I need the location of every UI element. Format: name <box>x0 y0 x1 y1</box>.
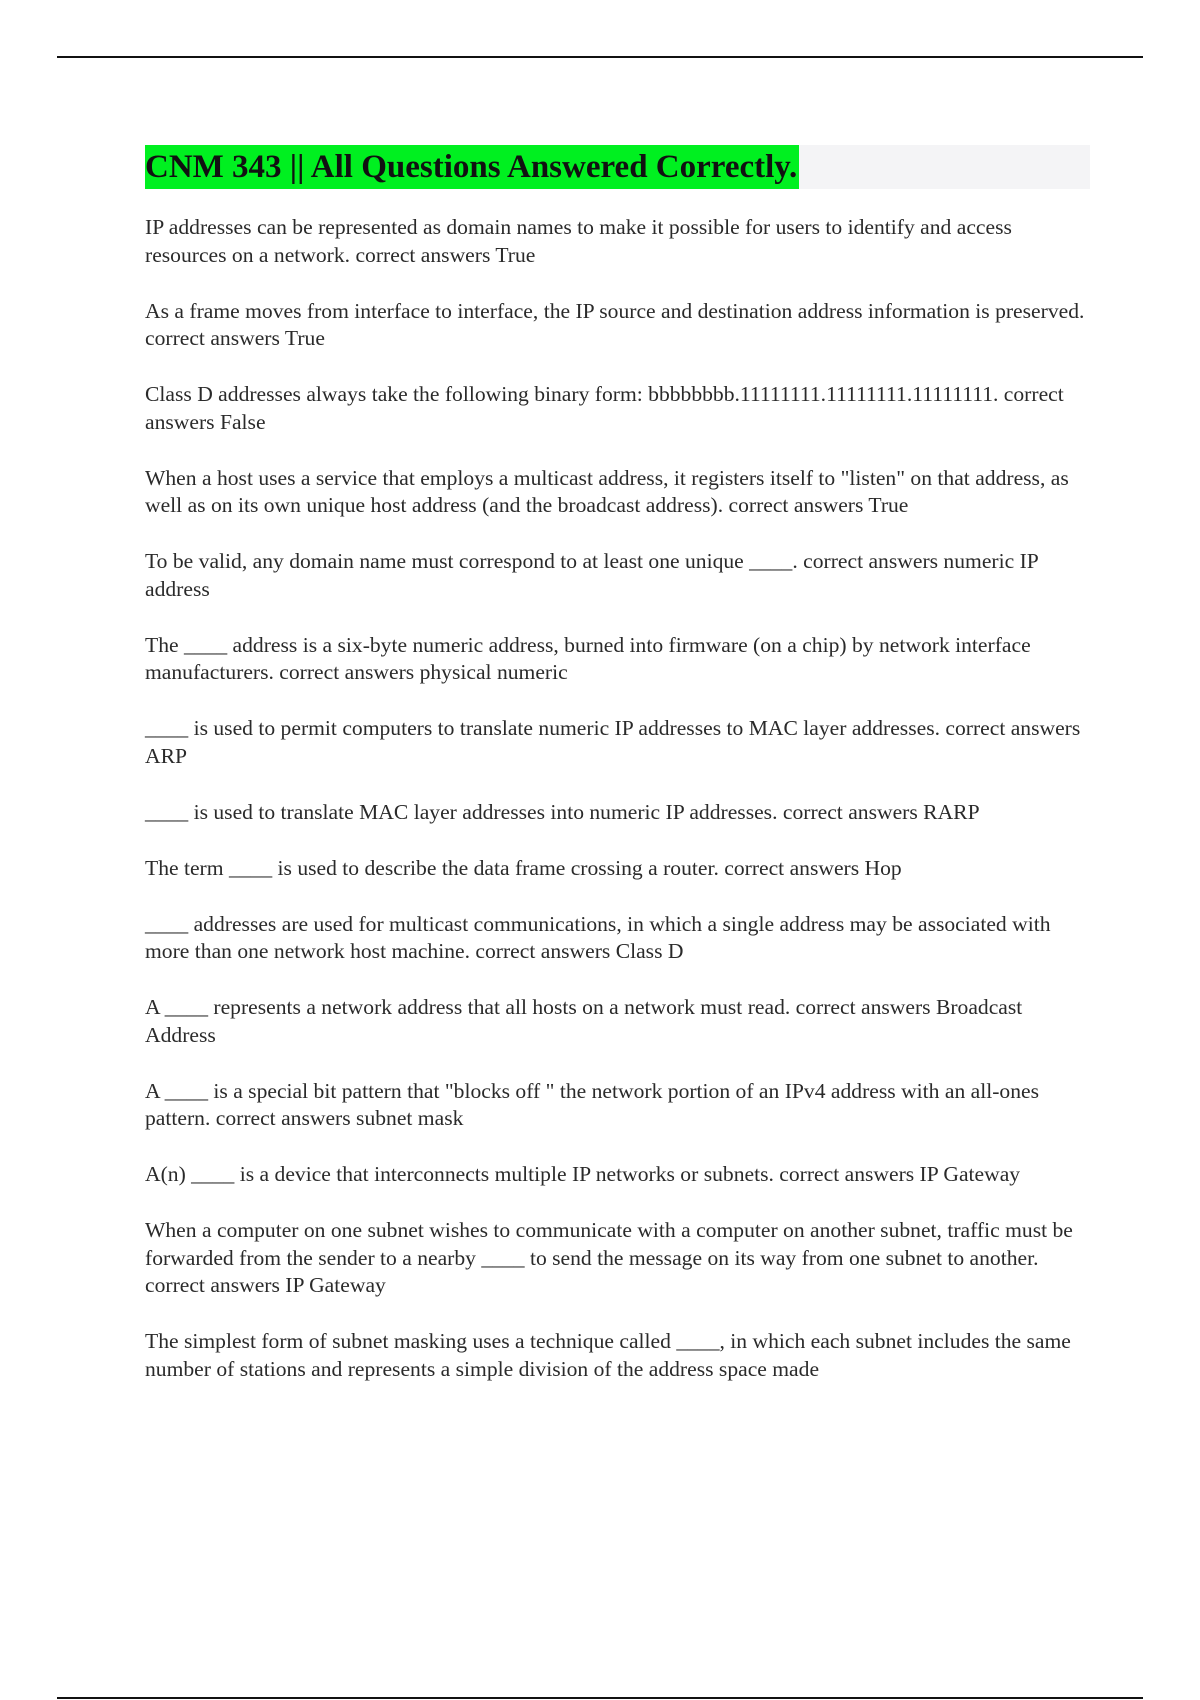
qa-item-9: The term ____ is used to describe the data frame crossing a router. correct answers Hop <box>145 855 902 880</box>
page-bottom-rule <box>57 1697 1143 1699</box>
qa-item-5: To be valid, any domain name must correspond to at least one unique ____. correct answers numeric IP address <box>145 549 1038 601</box>
qa-item-7: ____ is used to permit computers to translate numeric IP addresses to MAC layer addresses. correct answers ARP <box>145 716 1081 768</box>
qa-item-11: A ____ represents a network address that all hosts on a network must read. correct answers Broadcast Address <box>145 995 1023 1047</box>
qa-item-2: As a frame moves from interface to interface, the IP source and destination address information is preserved. correct answers True <box>145 298 1085 350</box>
qa-item-10: ____ addresses are used for multicast communications, in which a single address may be associated with more than one network host machine. correct answers Class D <box>145 911 1051 963</box>
qa-item-6: The ____ address is a six-byte numeric address, burned into firmware (on a chip) by network interface manufacturers. correct answers physical numeric <box>145 632 1031 684</box>
qa-list <box>145 214 1090 1412</box>
qa-item-3: Class D addresses always take the following binary form: bbbbbbbb.11111111.11111111.11111111. correct answers False <box>145 382 1064 434</box>
qa-item-13: A(n) ____ is a device that interconnects multiple IP networks or subnets. correct answers IP Gateway <box>145 1162 1021 1186</box>
qa-item-8: ____ is used to translate MAC layer addresses into numeric IP addresses. correct answers RARP <box>145 799 980 824</box>
qa-item-15: The simplest form of subnet masking uses a technique called ____, in which each subnet includes the same number of stations and represents a simple division of the address space made <box>145 1329 1071 1381</box>
page-top-rule <box>57 56 1143 58</box>
qa-item-1: IP addresses can be represented as domain names to make it possible for users to identify and access resources on a network. correct answers True <box>145 215 1012 267</box>
document-title: CNM 343 || All Questions Answered Correctly. <box>145 145 799 189</box>
qa-item-12: A ____ is a special bit pattern that "blocks off " the network portion of an IPv4 address with an all-ones pattern. correct answers subnet mask <box>145 1078 1039 1130</box>
qa-item-14: When a computer on one subnet wishes to communicate with a computer on another subnet, traffic must be forwarded from the sender to a nearby ____ to send the message on its way from one subnet to another. correct answers IP Gateway <box>145 1218 1073 1297</box>
qa-item-4: When a host uses a service that employs a multicast address, it registers itself to "listen" on that address, as well as on its own unique host address (and the broadcast address). correct answers True <box>145 465 1069 517</box>
